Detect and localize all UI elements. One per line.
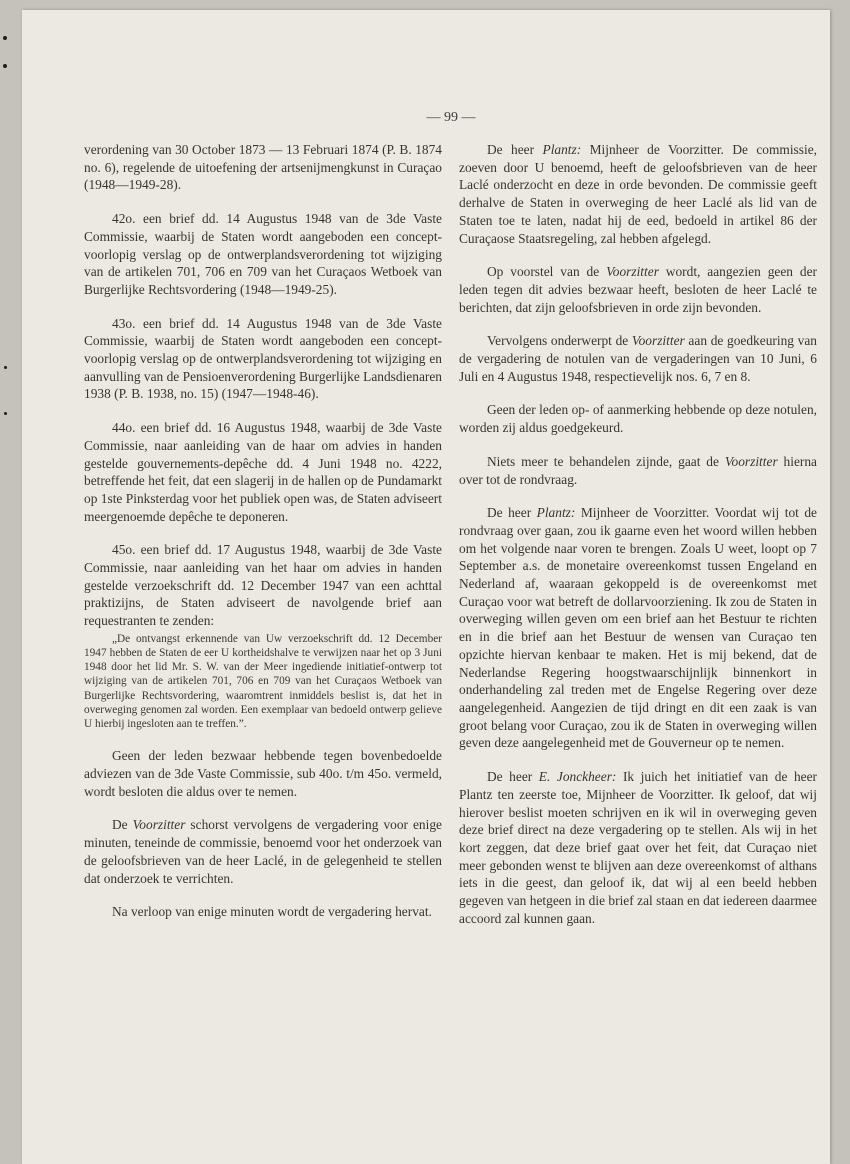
- text: Vervolgens onderwerpt de: [487, 333, 632, 349]
- text: aan de goedkeuring van de vergadering de notulen van de vergaderingen van 10 Juni, 6 Juli en 4 Augustus 1948, respectievelijk nos. 6, 7 en 8.: [459, 333, 817, 384]
- speaker-name: Voorzitter: [724, 453, 778, 469]
- text: wordt, aangezien geen der leden tegen dit advies bezwaar heeft, besloten de heer Laclé te berichten, dat zijn geloofsbrieven in orde zijn bevonden.: [459, 264, 817, 315]
- binding-hole: [3, 64, 7, 68]
- paragraph-item-43: 43o. een brief dd. 14 Augustus 1948 van de 3de Vaste Commissie, waarbij de Staten wordt aangeboden een concept-voorlopig verslag op de ontwerplandsverordening tot wijziging en aanvulling van de Pensioenverordening Burgerlijke Landsdienaren 1938 (P. B. 1938, no. 15) (1947—1948-46).: [84, 315, 442, 402]
- left-column: [84, 141, 442, 937]
- paragraph: [459, 332, 817, 385]
- binding-hole: [4, 412, 7, 415]
- paragraph: verordening van 30 October 1873 — 13 Februari 1874 (P. B. 1874 no. 6), regelende de uitoefening der artsenijmengkunst in Curaçao (1948—1949-28).: [84, 142, 442, 193]
- paragraph: [459, 453, 817, 488]
- paragraph: Geen der leden op- of aanmerking hebbende op deze notulen, worden zij aldus goedgekeurd.: [459, 402, 817, 436]
- text: Mijnheer de Voorzitter. De commissie, zoeven door U benoemd, heeft de geloofsbrieven van de heer Laclé onderzocht en deze in orde bevonden. De commissie geeft derhalve de Staten in overweging de heer Laclé als lid van de Staten toe te laten, nadat hij de eed, bedoeld in artikel 86 der Curaçaose Staatsregeling, zal hebben afgelegd.: [459, 142, 817, 246]
- text: schorst vervolgens de vergadering voor enige minuten, teneinde de commissie, benoemd voor het onderzoek van de geloofsbrieven van de heer Laclé, in de gelegenheid te stellen dat onderzoek te verrichten.: [84, 817, 442, 886]
- paragraph: [459, 141, 817, 247]
- paragraph: Geen der leden bezwaar hebbende tegen bovenbedoelde adviezen van de 3de Vaste Commissie, sub 40o. t/m 45o. vermeld, wordt besloten die aldus over te nemen.: [84, 748, 442, 799]
- paragraph-item-42: 42o. een brief dd. 14 Augustus 1948 van de 3de Vaste Commissie, waarbij de Staten wordt aangeboden een concept-voorlopig verslag op de ontwerplandsverordening tot wijziging van de artikelen 701, 706 en 709 van het Curaçaos Wetboek van Burgerlijke Rechtsvordering (1948—1949-25).: [84, 211, 442, 297]
- text: hierna over tot de rondvraag.: [459, 453, 817, 487]
- text: De heer: [487, 505, 537, 521]
- right-column: [459, 141, 817, 943]
- text: De: [112, 817, 133, 833]
- text: De heer: [487, 142, 543, 157]
- quoted-letter: „De ontvangst erkennende van Uw verzoekschrift dd. 12 December 1947 hebben de Staten de eer U kortheidshalve te verwijzen naar het op 3 Juni 1948 door het lid Mr. S. W. van der Meer ingediende initiatief-ontwerp tot wijziging van de artikelen 701, 706 en 709 van het Curaçaos Wetboek van Burgerlijke Rechtsvordering, waaromtrent inmiddels beslist is, dat het in overweging genomen zal worden. Een exemplaar van bedoeld ontwerp gelieve U hierbij ingesloten aan te treffen.”.: [84, 632, 442, 731]
- page-number: — 99 —: [426, 110, 476, 125]
- text: Ik juich het initiatief van de heer Plantz ten zeerste toe, Mijnheer de Voorzitter. Ik geloof, dat wij hierover beslist moeten schrijven en ik wil in overweging geven deze brief direct na deze vergadering op te stellen. Als wij in het kort zeggen, dat deze brief gaat over het feit, dat Curaçao niet meer gebonden wenst te blijven aan deze overeenkomst of althans iets in die geest, dan geloof ik, dat wij al een beeld hebben gegeven van hetgeen in die brief zal staan en dat iedereen daarmee accoord zal kunnen gaan.: [459, 769, 817, 926]
- speaker-name: Voorzitter: [132, 817, 186, 833]
- paragraph-item-45: 45o. een brief dd. 17 Augustus 1948, waarbij de 3de Vaste Commissie, naar aanleiding van het haar om advies in handen gestelde verzoekschrift dd. 12 December 1947 van een achttal praktizijns, de Staten adviseert de navolgende brief aan requestranten te zenden:: [84, 542, 442, 629]
- speaker-name: Plantz:: [542, 142, 582, 157]
- document-page: [22, 10, 830, 1164]
- speaker-name: Voorzitter: [631, 333, 685, 349]
- speaker-name: Voorzitter: [606, 264, 659, 280]
- paragraph: [459, 768, 817, 927]
- text: De heer: [487, 769, 539, 785]
- text: Niets meer te behandelen zijnde, gaat de: [487, 453, 725, 469]
- paragraph: Na verloop van enige minuten wordt de vergadering hervat.: [112, 904, 432, 920]
- binding-hole: [4, 366, 7, 369]
- speaker-name: E. Jonckheer:: [538, 769, 617, 785]
- text: Op voorstel van de: [487, 264, 607, 280]
- paragraph-item-44: 44o. een brief dd. 16 Augustus 1948, waarbij de 3de Vaste Commissie, naar aanleiding van de haar om advies in handen gestelde gouvernements-depêche dd. 4 Juni 1948 no. 4222, betreffende het feit, dat een slagerij in de hallen op de Pundamarkt op 1ste Pinksterdag voor het publiek open was, de Staten adviseert meergenoemde depêche te deponeren.: [84, 420, 442, 524]
- paragraph: [459, 504, 817, 752]
- binding-hole: [3, 36, 7, 40]
- paragraph: [459, 263, 817, 316]
- speaker-name: Plantz:: [536, 505, 576, 521]
- text: Mijnheer de Voorzitter. Voordat wij tot de rondvraag over gaan, zou ik gaarne even het woord willen hebben om het volgende naar voren te brengen. Zoals U weet, loopt op 7 September a.s. de monetaire overeenkomst tussen Engeland en Nederland af, waaraan gekoppeld is de overeenkomst met Curaçao voor wat betreft de dollarvoorziening. Ik zou de Staten in overweging willen geven om een brief aan het Bestuur te richten en in die brief aan het Bestuur de wensen van Curaçao ten opzichte hiervan kenbaar te maken. Het is mij bekend, dat de Nederlandse Regering hoogstwaarschijnlijk binnenkort in onderhandeling zal treden met de Engelse Regering over deze aangelegenheid. Aangezien de tijd dringt en dit een zaak is van groot belang voor Curaçao, zou ik de Staten in overweging willen geven deze aangelegenheid met de Gouverneur op te nemen.: [459, 505, 817, 751]
- paragraph: [84, 816, 442, 887]
